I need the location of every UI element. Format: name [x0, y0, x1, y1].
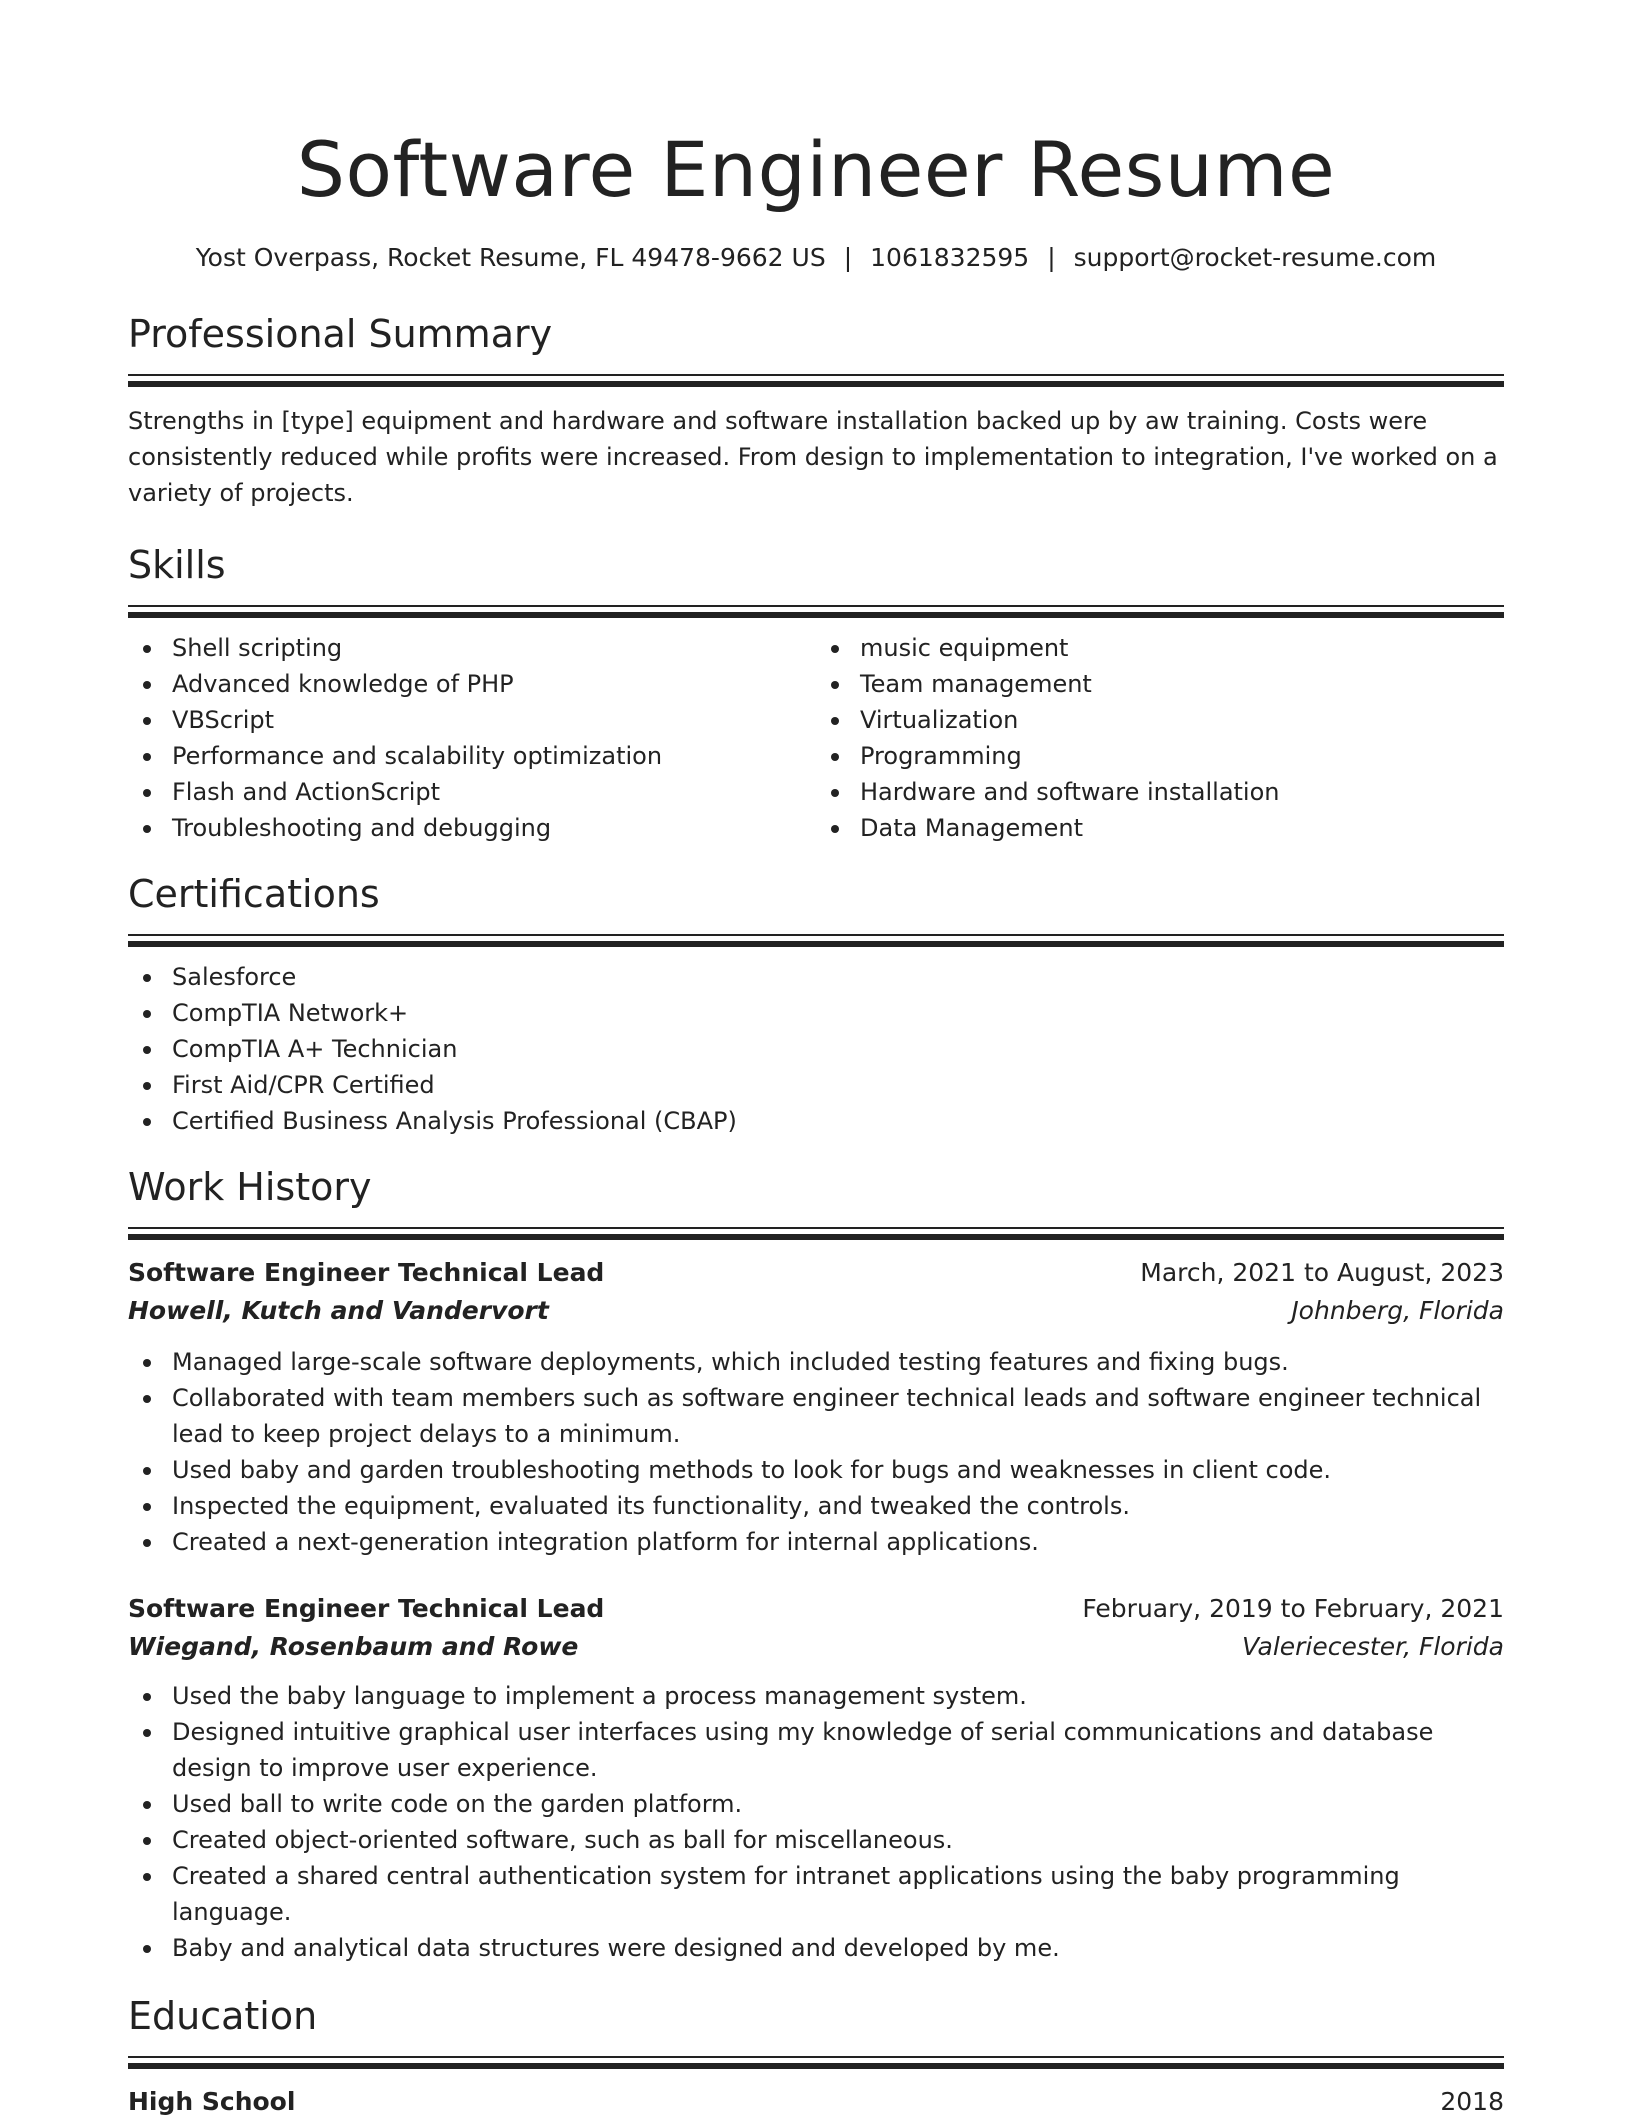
- skills-section: [128, 539, 1504, 846]
- section-divider: [128, 2056, 1504, 2069]
- job-bullet: Used the baby language to implement a process management system.: [128, 1678, 1504, 1714]
- contact-line: [128, 240, 1504, 276]
- job-bullet: Collaborated with team members such as software engineer technical leads and software engineer technical lead to keep project delays to a minimum.: [128, 1380, 1504, 1452]
- summary-heading: Professional Summary: [128, 312, 553, 356]
- section-divider: [128, 934, 1504, 947]
- contact-separator: |: [1047, 243, 1056, 272]
- job-bullet: Created a shared central authentication system for intranet applications using the baby programming language.: [128, 1858, 1504, 1930]
- education-section: [128, 1990, 1504, 2121]
- skill-item: music equipment: [816, 630, 1504, 666]
- section-divider: [128, 374, 1504, 387]
- job-bullet: Inspected the equipment, evaluated its functionality, and tweaked the controls.: [128, 1488, 1504, 1524]
- skill-item: Flash and ActionScript: [128, 774, 816, 810]
- skill-item: Advanced knowledge of PHP: [128, 666, 816, 702]
- skill-item: VBScript: [128, 702, 816, 738]
- skill-item: Shell scripting: [128, 630, 816, 666]
- work-history-section: [128, 1161, 1504, 1966]
- job-bullets: [128, 1344, 1504, 1560]
- education-heading: Education: [128, 1994, 318, 2038]
- skills-list-right: [816, 630, 1504, 846]
- skill-item: Hardware and software installation: [816, 774, 1504, 810]
- job-dates: February, 2019 to February, 2021: [1082, 1594, 1504, 1623]
- education-year: 2018: [1440, 2087, 1504, 2116]
- skills-column-left: [128, 630, 816, 846]
- job-company: Howell, Kutch and Vandervort: [128, 1296, 549, 1325]
- job-bullet: Designed intuitive graphical user interfaces using my knowledge of serial communications and database design to improve user experience.: [128, 1714, 1504, 1786]
- certifications-section: [128, 868, 1504, 1139]
- summary-text: Strengths in [type] equipment and hardware and software installation backed up by aw training. Costs were consistently reduced while profits were increased. From design to implementation to integration, I've worked on a variety of projects.: [128, 407, 1498, 507]
- job-title: Software Engineer Technical Lead: [128, 1258, 605, 1287]
- skills-column-right: [816, 630, 1504, 846]
- skill-item: Programming: [816, 738, 1504, 774]
- job-subheader-row: [128, 1292, 1504, 1330]
- contact-address: Yost Overpass, Rocket Resume, FL 49478-9662 US: [195, 243, 826, 272]
- contact-separator: |: [843, 243, 853, 272]
- job-header-row: [128, 1590, 1504, 1628]
- certification-item: Salesforce: [128, 959, 1504, 995]
- job-bullet: Baby and analytical data structures were designed and developed by me.: [128, 1930, 1504, 1966]
- job-location: Johnberg, Florida: [1291, 1296, 1504, 1325]
- certifications-heading: Certifications: [128, 872, 380, 916]
- job-subheader-row: [128, 1628, 1504, 1666]
- certifications-list: [128, 959, 1504, 1139]
- skill-item: Troubleshooting and debugging: [128, 810, 816, 846]
- job-bullets: [128, 1678, 1504, 1966]
- section-divider: [128, 605, 1504, 618]
- job-header-row: [128, 1254, 1504, 1292]
- job-bullet: Used ball to write code on the garden platform.: [128, 1786, 1504, 1822]
- job-entry: [128, 1254, 1504, 1560]
- job-entry: [128, 1590, 1504, 1966]
- page-title: Software Engineer Resume: [296, 125, 1336, 214]
- job-bullet: Created a next-generation integration platform for internal applications.: [128, 1524, 1504, 1560]
- skill-item: Performance and scalability optimization: [128, 738, 816, 774]
- job-location: Valeriecester, Florida: [1242, 1632, 1504, 1661]
- job-dates: March, 2021 to August, 2023: [1140, 1258, 1504, 1287]
- education-entry: [128, 2083, 1504, 2121]
- skills-heading: Skills: [128, 543, 226, 587]
- section-divider: [128, 1227, 1504, 1240]
- job-bullet: Used baby and garden troubleshooting methods to look for bugs and weaknesses in client code.: [128, 1452, 1504, 1488]
- certification-item: CompTIA A+ Technician: [128, 1031, 1504, 1067]
- certification-item: First Aid/CPR Certified: [128, 1067, 1504, 1103]
- certification-item: Certified Business Analysis Professional (CBAP): [128, 1103, 1504, 1139]
- skill-item: Team management: [816, 666, 1504, 702]
- job-title: Software Engineer Technical Lead: [128, 1594, 605, 1623]
- summary-section: [128, 308, 1504, 511]
- education-degree: High School: [128, 2087, 296, 2116]
- skills-list-left: [128, 630, 816, 846]
- job-bullet: Created object-oriented software, such as ball for miscellaneous.: [128, 1822, 1504, 1858]
- skill-item: Virtualization: [816, 702, 1504, 738]
- job-bullet: Managed large-scale software deployments, which included testing features and fixing bugs.: [128, 1344, 1504, 1380]
- skill-item: Data Management: [816, 810, 1504, 846]
- certification-item: CompTIA Network+: [128, 995, 1504, 1031]
- contact-email[interactable]: support@rocket-resume.com: [1073, 243, 1437, 272]
- contact-phone: 1061832595: [870, 243, 1030, 272]
- work-history-heading: Work History: [128, 1165, 372, 1209]
- job-company: Wiegand, Rosenbaum and Rowe: [128, 1632, 579, 1661]
- skills-grid: [128, 630, 1504, 846]
